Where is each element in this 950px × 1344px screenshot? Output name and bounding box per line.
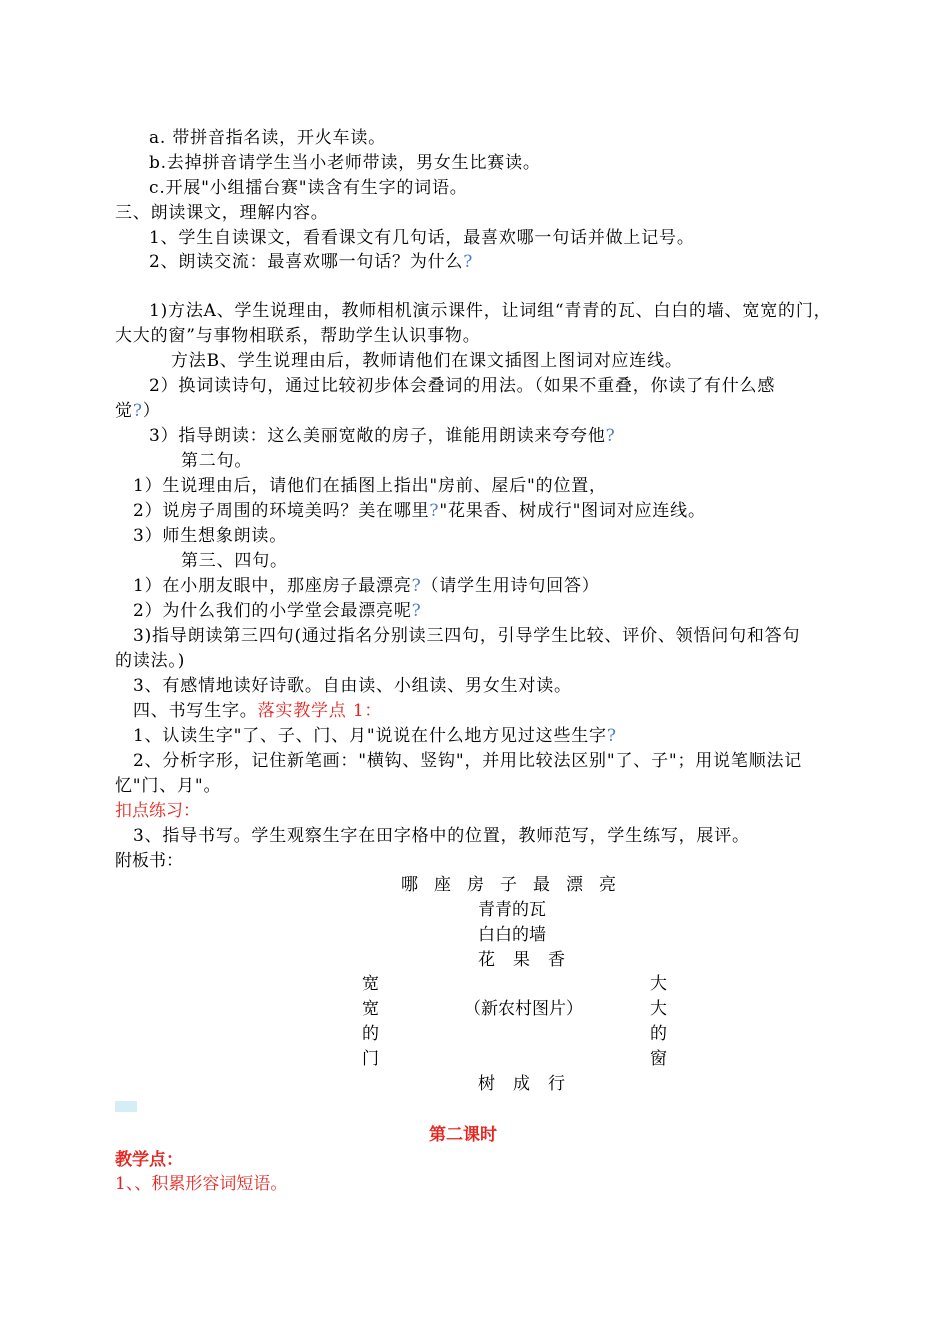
text-line: 1）生说理由后，请他们在插图上指出"房前、屋后"的位置，	[133, 476, 607, 496]
board-right-column: 大 大 的 窗	[650, 974, 667, 1069]
text-line: 3)指导朗读第三四句(通过指名分别读三四句，引导学生比较、评价、领悟问句和答句	[133, 626, 801, 646]
text-line: 的读法。)	[115, 651, 186, 671]
text-line: 3）指导朗读：这么美丽宽敞的房子，谁能用朗读来夸夸他?	[149, 426, 616, 446]
teaching-points-label: 教学点：	[115, 1150, 183, 1170]
text-line: 第三、四句。	[181, 551, 288, 571]
text-line: 大大的窗”与事物相联系，帮助学生认识事物。	[115, 326, 481, 346]
text-line: 1、学生自读课文，看看课文有几句话，最喜欢哪一句话并做上记号。	[149, 228, 695, 248]
text-line: 1）在小朋友眼中，那座房子最漂亮?（请学生用诗句回答）	[133, 576, 600, 596]
board-row: 白白的墙	[478, 925, 546, 945]
board-row: 青青的瓦	[478, 900, 546, 920]
text-line: b.去掉拼音请学生当小老师带读，男女生比赛读。	[149, 153, 541, 173]
text-line: 3）师生想象朗读。	[133, 526, 288, 546]
text-line: 2、分析字形，记住新笔画："横钩、竖钩"，并用比较法区别"了、子"；用说笔顺法记	[133, 751, 803, 771]
practice-heading: 扣点练习：	[115, 801, 200, 821]
text-line: 1)方法A、学生说理由，教师相机演示课件，让词组“青青的瓦、白白的墙、宽宽的门，	[149, 301, 832, 321]
text-line: c.开展"小组擂台赛"读含有生字的词语。	[149, 178, 468, 198]
text-line: 3、指导书写。学生观察生字在田字格中的位置，教师范写，学生练写，展评。	[133, 826, 750, 846]
board-title: 哪座房子最漂亮	[401, 875, 632, 895]
text-line: 2）说房子周围的环境美吗？美在哪里?"花果香、树成行"图词对应连线。	[133, 501, 706, 521]
text-line: 3、有感情地读好诗歌。自由读、小组读、男女生对读。	[133, 676, 572, 696]
highlight-mark	[115, 1101, 137, 1112]
board-left-column: 宽 宽 的 门	[362, 974, 379, 1069]
teaching-point-item: 1、、积累形容词短语。	[115, 1174, 288, 1194]
text-line: a. 带拼音指名读，开火车读。	[149, 128, 386, 148]
text-line: 2、朗读交流：最喜欢哪一句话？为什么?	[149, 252, 474, 272]
board-bottom: 树成行	[478, 1074, 583, 1094]
text-line: 1、认读生字"了、子、门、月"说说在什么地方见过这些生字?	[133, 726, 617, 746]
text-line: 觉?）	[115, 401, 161, 421]
text-line: 2）换词读诗句，通过比较初步体会叠词的用法。（如果不重叠，你读了有什么感	[149, 376, 776, 396]
text-line: 四、书写生字。落实教学点 1：	[133, 701, 383, 721]
board-label: 附板书：	[115, 851, 183, 871]
text-line: 2）为什么我们的小学堂会最漂亮呢?	[133, 601, 422, 621]
section-title: 第二课时	[429, 1125, 497, 1145]
text-line: 忆"门、月"。	[115, 776, 222, 796]
text-line: 第二句。	[181, 451, 253, 471]
text-line: 方法B、学生说理由后，教师请他们在课文插图上图词对应连线。	[171, 351, 683, 371]
board-row: 花果香	[478, 950, 583, 970]
section-heading: 三、朗读课文，理解内容。	[115, 203, 329, 223]
board-picture-placeholder: （新农村图片）	[464, 999, 583, 1019]
